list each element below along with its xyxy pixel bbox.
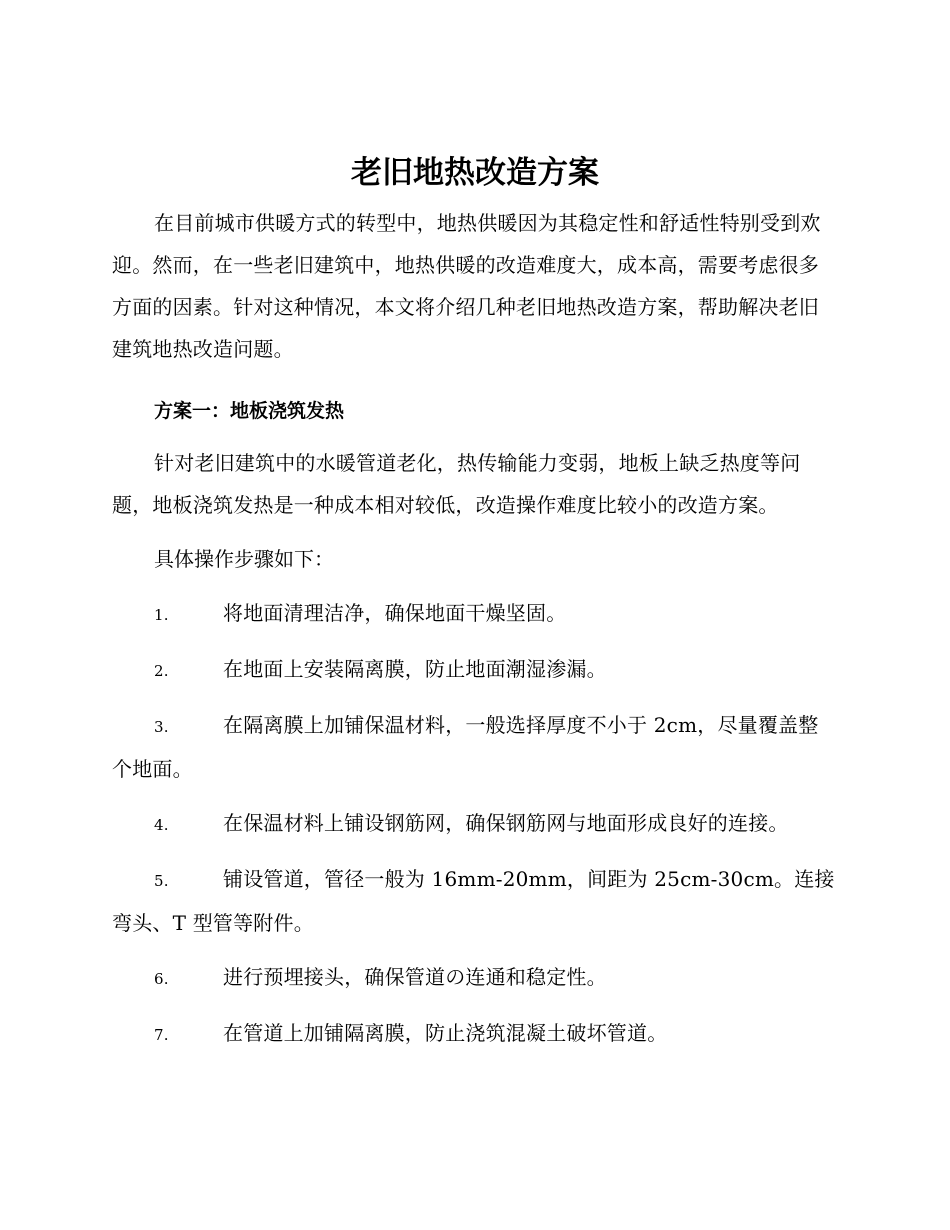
list-item	[112, 956, 838, 1000]
step-text: 铺设管道，管径一般为 16mm-20mm，间距为 25cm-30cm。连接弯头、T 型管等附件。	[112, 867, 835, 935]
list-item	[112, 648, 838, 692]
step-text: 在地面上安装隔离膜，防止地面潮湿渗漏。	[223, 657, 607, 681]
step-number: 1.	[154, 606, 169, 624]
list-item	[112, 592, 838, 636]
steps-list	[112, 592, 838, 1056]
list-item	[112, 704, 838, 790]
section-heading: 方案一：地板浇筑发热	[154, 400, 345, 422]
step-number: 2.	[154, 662, 169, 680]
step-number: 5.	[154, 872, 169, 890]
step-number: 6.	[154, 970, 169, 988]
step-number: 3.	[154, 718, 169, 736]
step-text: 在隔离膜上加铺保温材料，一般选择厚度不小于 2cm，尽量覆盖整个地面。	[112, 713, 819, 781]
list-item	[112, 858, 838, 944]
intro-paragraph: 在目前城市供暖方式的转型中，地热供暖因为其稳定性和舒适性特别受到欢迎。然而，在一些老旧建筑中，地热供暖的改造难度大，成本高，需要考虑很多方面的因素。针对这种情况，本文将介绍几种老旧地热改造方案，帮助解决老旧建筑地热改造问题。	[112, 211, 821, 361]
list-item	[112, 1012, 838, 1056]
document-title: 老旧地热改造方案	[351, 155, 599, 191]
step-text: 将地面清理洁净，确保地面干燥坚固。	[223, 601, 567, 625]
step-text: 在保温材料上铺设钢筋网，确保钢筋网与地面形成良好的连接。	[223, 811, 789, 835]
list-item	[112, 802, 838, 846]
step-number: 4.	[154, 816, 169, 834]
section-body-paragraph: 针对老旧建筑中的水暖管道老化，热传输能力变弱，地板上缺乏热度等问题，地板浇筑发热是一种成本相对较低，改造操作难度比较小的改造方案。	[112, 451, 801, 517]
steps-intro: 具体操作步骤如下：	[154, 547, 334, 571]
step-text: 在管道上加铺隔离膜，防止浇筑混凝土破坏管道。	[223, 1021, 668, 1045]
step-number: 7.	[154, 1026, 169, 1044]
step-text: 进行预埋接头，确保管道の连通和稳定性。	[223, 965, 607, 989]
document-page	[112, 148, 838, 1056]
